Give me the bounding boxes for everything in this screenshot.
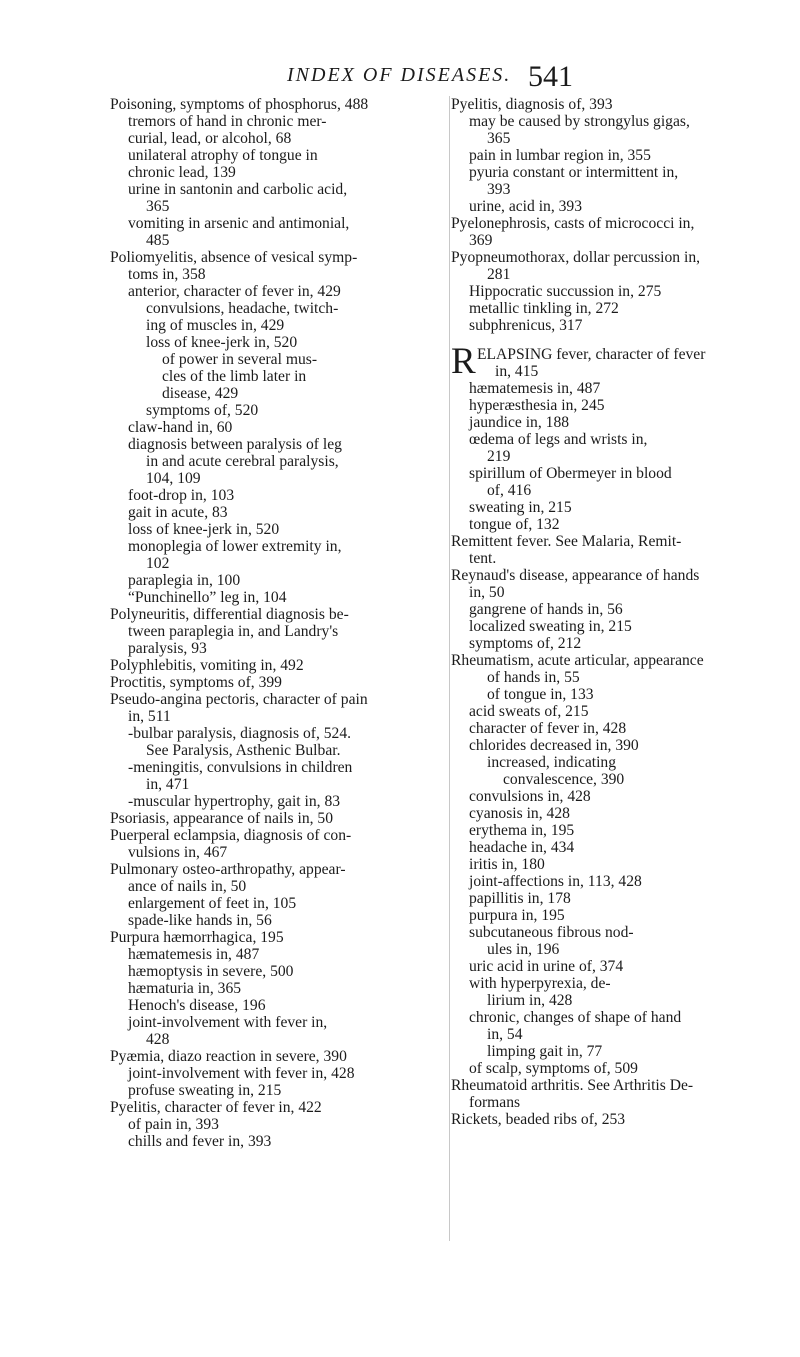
index-subentry: loss of knee-jerk in, 520: [128, 521, 280, 538]
right-column-top-entries: [451, 96, 791, 334]
index-subentry: Henoch's disease, 196: [128, 997, 266, 1014]
index-entry: Rheumatism, acute articular, appearance: [451, 652, 704, 669]
index-entry: Reynaud's disease, appearance of hands: [451, 567, 700, 584]
drop-cap-letter: R: [451, 341, 476, 382]
index-subentry: vulsions in, 467: [128, 844, 228, 861]
index-entry: Polyphlebitis, vomiting in, 492: [110, 657, 304, 674]
index-subentry: tent.: [469, 550, 497, 567]
index-subentry: disease, 429: [162, 385, 239, 402]
index-subentry: in, 50: [469, 584, 505, 601]
index-subentry: spade-like hands in, 56: [128, 912, 272, 929]
index-subentry: gait in acute, 83: [128, 504, 228, 521]
index-subentry: in, 471: [146, 776, 190, 793]
index-entry: Polyneuritis, differential diagnosis be-: [110, 606, 349, 623]
relapsing-entry: [451, 341, 791, 382]
index-subentry: of pain in, 393: [128, 1116, 219, 1133]
index-subentry: urine in santonin and carbolic acid,: [128, 181, 348, 198]
relapsing-second-line: in, 415: [495, 363, 539, 380]
index-subentry: purpura in, 195: [469, 907, 565, 924]
index-entry: Pyopneumothorax, dollar percussion in,: [451, 249, 701, 266]
index-subentry: lirium in, 428: [487, 992, 573, 1009]
running-title: INDEX OF DISEASES.: [287, 64, 512, 86]
index-entry: Pseudo-angina pectoris, character of pain: [110, 691, 368, 708]
index-subentry: cyanosis in, 428: [469, 805, 570, 822]
index-subentry: may be caused by strongylus gigas,: [469, 113, 690, 130]
right-column-bottom-entries: [451, 380, 791, 1128]
index-subentry: joint-involvement with fever in,: [128, 1014, 328, 1031]
index-subentry: 485: [146, 232, 170, 249]
index-subentry: 365: [146, 198, 170, 215]
index-subentry: claw-hand in, 60: [128, 419, 233, 436]
index-subentry: 219: [487, 448, 511, 465]
index-subentry: limping gait in, 77: [487, 1043, 603, 1060]
index-subentry: convulsions, headache, twitch-: [146, 300, 339, 317]
index-subentry: of scalp, symptoms of, 509: [469, 1060, 638, 1077]
index-entry: Rheumatoid arthritis. See Arthritis De-: [451, 1077, 694, 1094]
page-number: 541: [528, 60, 573, 93]
index-subentry: chronic, changes of shape of hand: [469, 1009, 682, 1026]
index-subentry: -bulbar paralysis, diagnosis of, 524.: [128, 725, 352, 742]
index-subentry: papillitis in, 178: [469, 890, 571, 907]
index-entry: Pyelonephrosis, casts of micrococci in,: [451, 215, 695, 232]
index-subentry: 369: [469, 232, 493, 249]
index-subentry: paraplegia in, 100: [128, 572, 241, 589]
index-subentry: 365: [487, 130, 511, 147]
index-entry: Rickets, beaded ribs of, 253: [451, 1111, 626, 1128]
index-subentry: monoplegia of lower extremity in,: [128, 538, 342, 555]
index-subentry: erythema in, 195: [469, 822, 575, 839]
index-subentry: vomiting in arsenic and antimonial,: [128, 215, 350, 232]
index-subentry: joint-involvement with fever in, 428: [128, 1065, 355, 1082]
index-subentry: headache in, 434: [469, 839, 575, 856]
index-subentry: hyperæsthesia in, 245: [469, 397, 605, 414]
index-subentry: in, 511: [128, 708, 171, 725]
index-subentry: in and acute cerebral paralysis,: [146, 453, 339, 470]
index-subentry: iritis in, 180: [469, 856, 545, 873]
index-subentry: Hippocratic succussion in, 275: [469, 283, 662, 300]
index-subentry: metallic tinkling in, 272: [469, 300, 619, 317]
index-subentry: pyuria constant or intermittent in,: [469, 164, 679, 181]
index-subentry: hæmoptysis in severe, 500: [128, 963, 294, 980]
index-subentry: curial, lead, or alcohol, 68: [128, 130, 292, 147]
index-entry: Pyelitis, character of fever in, 422: [110, 1099, 322, 1116]
left-index-column: [110, 96, 448, 1150]
index-subentry: chlorides decreased in, 390: [469, 737, 639, 754]
index-subentry: of power in several mus-: [162, 351, 318, 368]
index-entry: Purpura hæmorrhagica, 195: [110, 929, 284, 946]
index-subentry: 393: [487, 181, 511, 198]
index-subentry: formans: [469, 1094, 521, 1111]
index-subentry: symptoms of, 212: [469, 635, 582, 652]
index-subentry: increased, indicating: [487, 754, 617, 771]
index-subentry: hæmatemesis in, 487: [128, 946, 260, 963]
index-entry: Remittent fever. See Malaria, Remit-: [451, 533, 682, 550]
index-subentry: gangrene of hands in, 56: [469, 601, 623, 618]
index-subentry: of, 416: [487, 482, 532, 499]
index-subentry: ance of nails in, 50: [128, 878, 247, 895]
index-subentry: hæmaturia in, 365: [128, 980, 242, 997]
index-subentry: hæmatemesis in, 487: [469, 380, 601, 397]
index-subentry: uric acid in urine of, 374: [469, 958, 624, 975]
index-subentry: profuse sweating in, 215: [128, 1082, 282, 1099]
index-subentry: toms in, 358: [128, 266, 206, 283]
index-subentry: subcutaneous fibrous nod-: [469, 924, 634, 941]
index-subentry: tongue of, 132: [469, 516, 560, 533]
index-subentry: œdema of legs and wrists in,: [469, 431, 648, 448]
index-subentry: jaundice in, 188: [469, 414, 570, 431]
index-subentry: 428: [146, 1031, 170, 1048]
index-subentry: 102: [146, 555, 170, 572]
index-subentry: ing of muscles in, 429: [146, 317, 285, 334]
index-subentry: cles of the limb later in: [162, 368, 307, 385]
index-subentry: of hands in, 55: [487, 669, 580, 686]
index-subentry: diagnosis between paralysis of leg: [128, 436, 342, 453]
index-subentry: in, 54: [487, 1026, 523, 1043]
index-subentry: 104, 109: [146, 470, 201, 487]
index-subentry: See Paralysis, Asthenic Bulbar.: [146, 742, 341, 759]
index-subentry: joint-affections in, 113, 428: [469, 873, 642, 890]
right-index-column: [451, 96, 791, 1128]
index-subentry: foot-drop in, 103: [128, 487, 235, 504]
index-subentry: with hyperpyrexia, de-: [469, 975, 611, 992]
index-entry: Poliomyelitis, absence of vesical symp-: [110, 249, 358, 266]
index-subentry: character of fever in, 428: [469, 720, 627, 737]
index-subentry: tremors of hand in chronic mer-: [128, 113, 327, 130]
index-subentry: symptoms of, 520: [146, 402, 259, 419]
index-subentry: chronic lead, 139: [128, 164, 236, 181]
index-subentry: acid sweats of, 215: [469, 703, 589, 720]
index-entry: Puerperal eclampsia, diagnosis of con-: [110, 827, 352, 844]
index-subentry: unilateral atrophy of tongue in: [128, 147, 318, 164]
index-subentry: anterior, character of fever in, 429: [128, 283, 341, 300]
index-subentry: tween paraplegia in, and Landry's: [128, 623, 339, 640]
index-subentry: paralysis, 93: [128, 640, 207, 657]
index-subentry: 281: [487, 266, 511, 283]
index-subentry: convulsions in, 428: [469, 788, 591, 805]
index-entry: Poisoning, symptoms of phosphorus, 488: [110, 96, 369, 113]
index-subentry: localized sweating in, 215: [469, 618, 632, 635]
section-gap: [451, 334, 791, 346]
index-entry: Proctitis, symptoms of, 399: [110, 674, 282, 691]
index-subentry: loss of knee-jerk in, 520: [146, 334, 298, 351]
index-subentry: chills and fever in, 393: [128, 1133, 272, 1150]
index-subentry: ules in, 196: [487, 941, 560, 958]
column-divider: [449, 96, 450, 1241]
index-subentry: pain in lumbar region in, 355: [469, 147, 651, 164]
index-subentry: enlargement of feet in, 105: [128, 895, 297, 912]
index-subentry: subphrenicus, 317: [469, 317, 583, 334]
index-entry: Psoriasis, appearance of nails in, 50: [110, 810, 334, 827]
index-entry: Pulmonary osteo-arthropathy, appear-: [110, 861, 346, 878]
index-subentry: sweating in, 215: [469, 499, 572, 516]
index-subentry: spirillum of Obermeyer in blood: [469, 465, 672, 482]
relapsing-first-line: ELAPSING fever, character of fever: [477, 346, 706, 363]
index-subentry: urine, acid in, 393: [469, 198, 583, 215]
index-subentry: -muscular hypertrophy, gait in, 83: [128, 793, 341, 810]
index-subentry: convalescence, 390: [503, 771, 625, 788]
running-head: [0, 60, 800, 100]
index-subentry: “Punchinello” leg in, 104: [128, 589, 287, 606]
index-subentry: -meningitis, convulsions in children: [128, 759, 353, 776]
index-entry: Pyæmia, diazo reaction in severe, 390: [110, 1048, 347, 1065]
index-subentry: of tongue in, 133: [487, 686, 594, 703]
index-entry: Pyelitis, diagnosis of, 393: [451, 96, 613, 113]
